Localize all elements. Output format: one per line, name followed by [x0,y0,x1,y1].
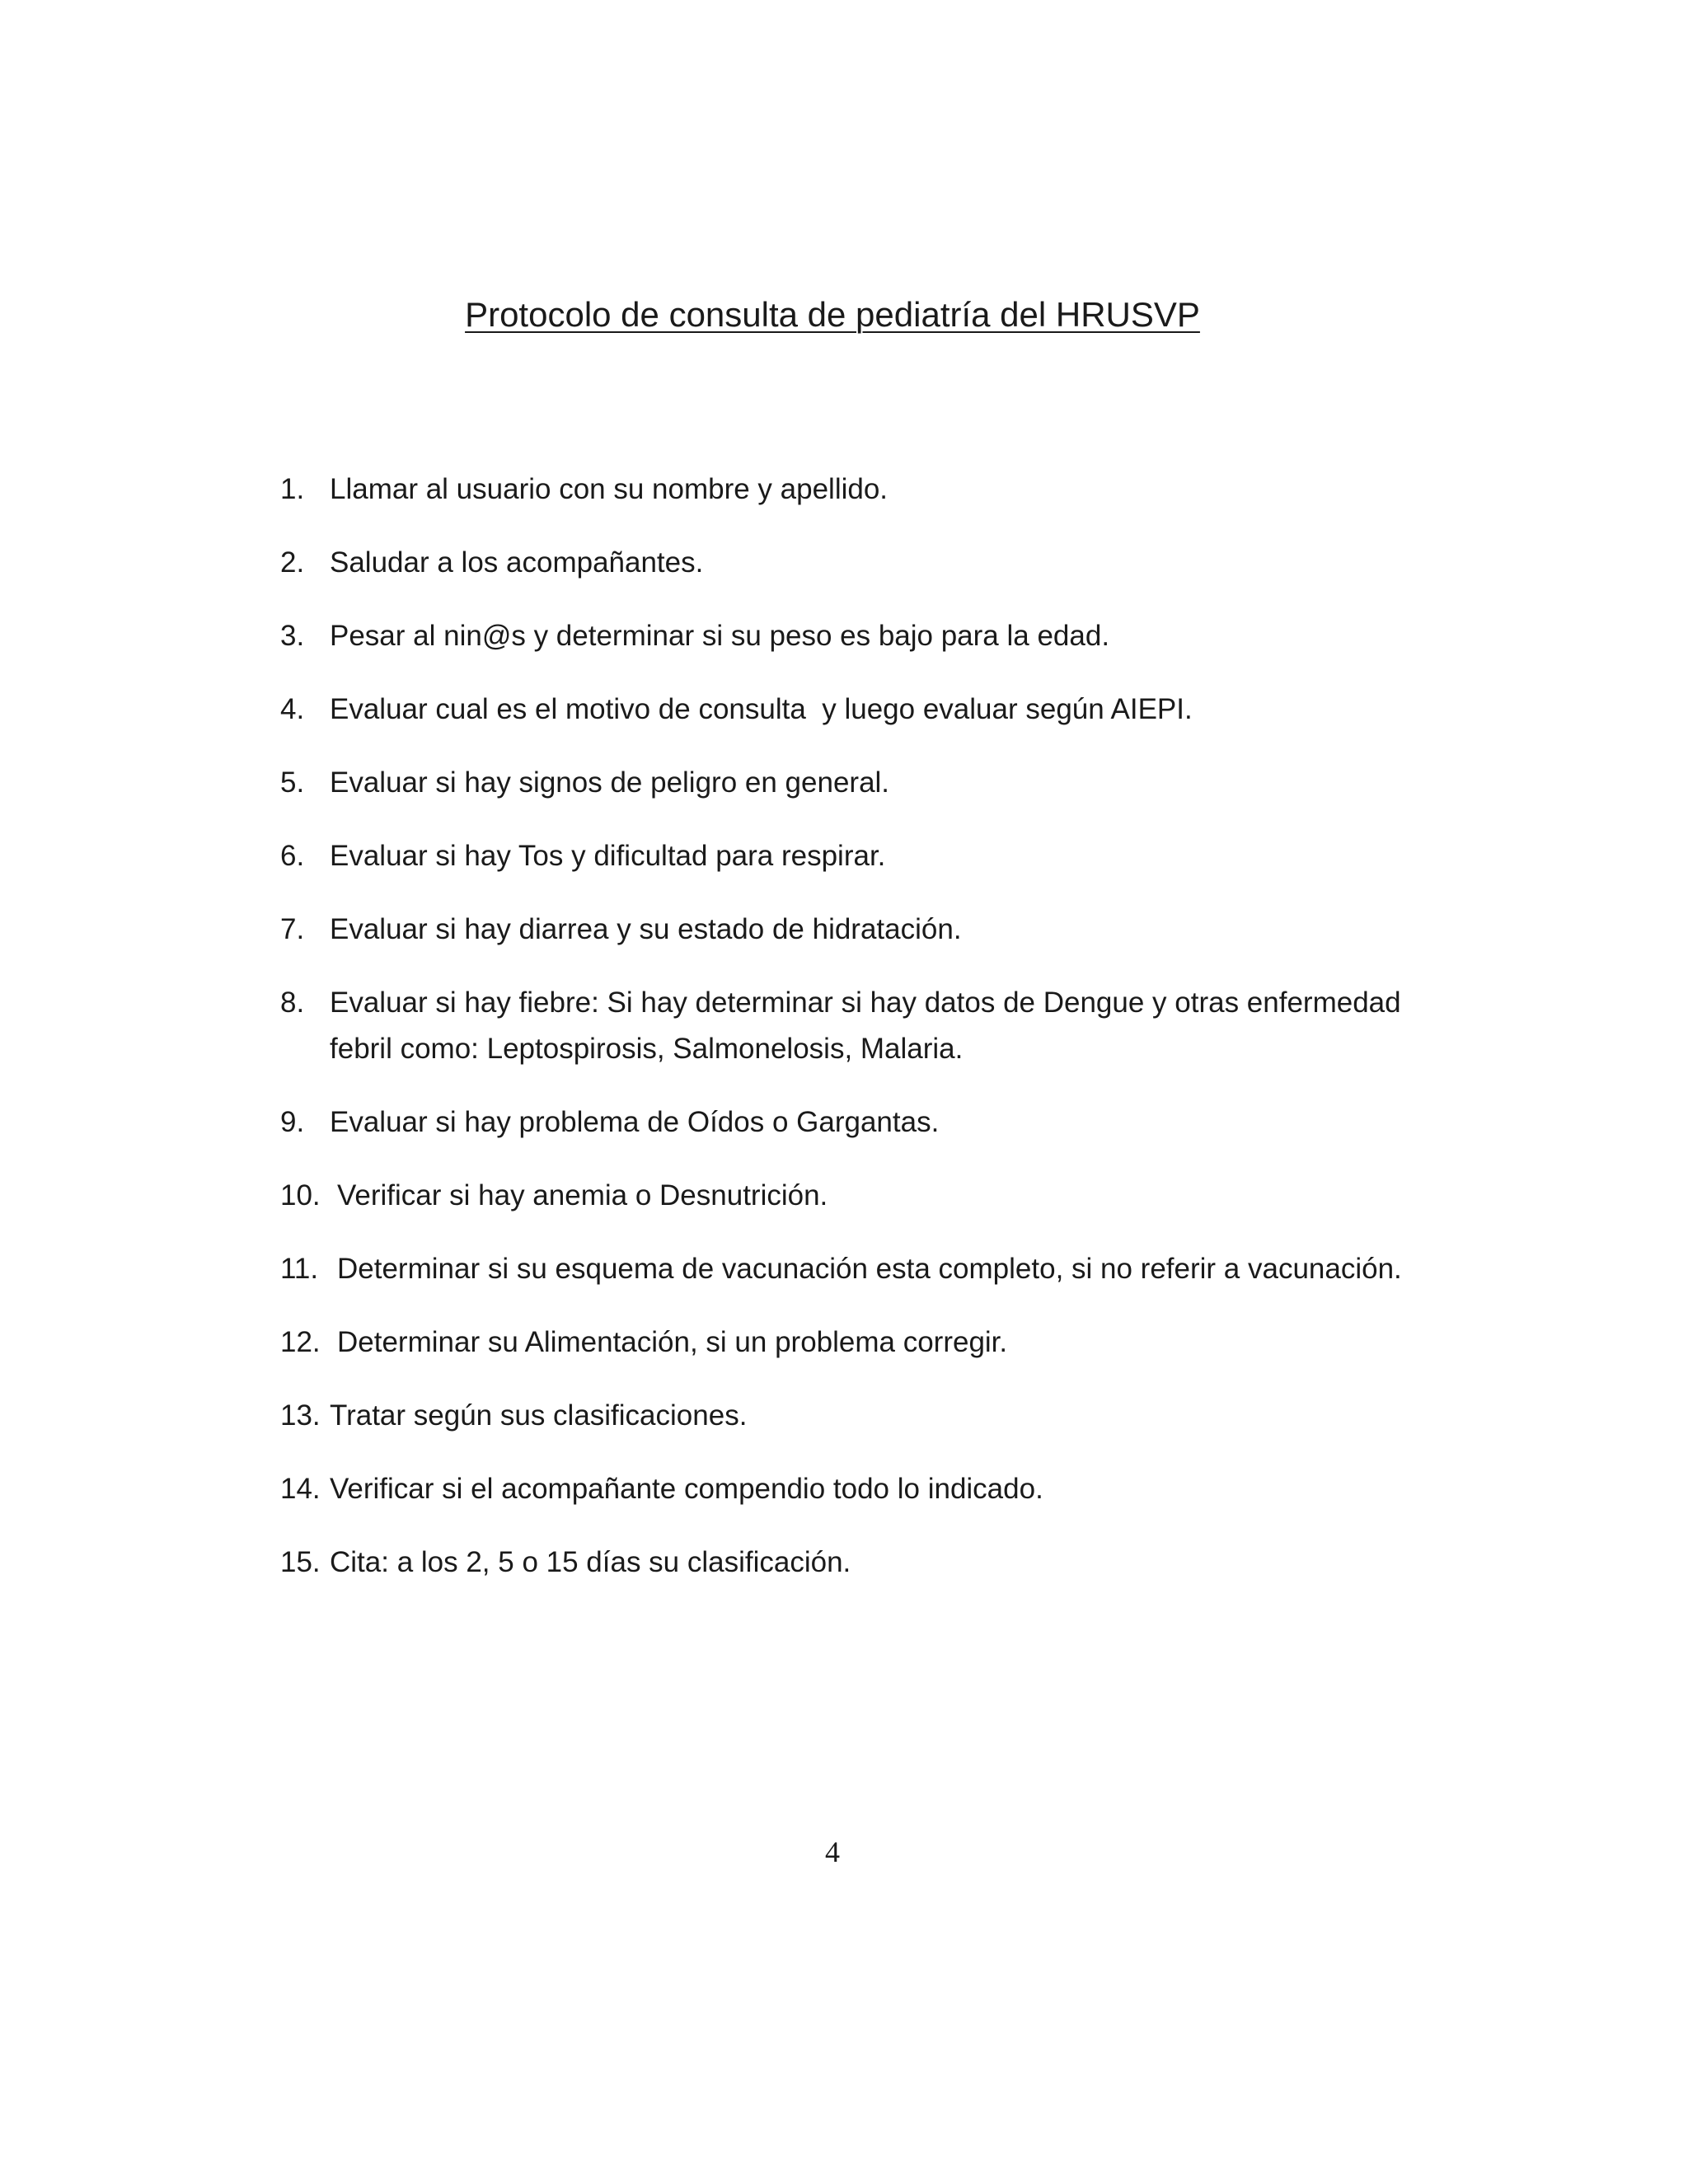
list-item [280,1393,1467,1439]
list-item [280,1540,1467,1586]
list-item-number: 5. [280,766,305,799]
list-item-text: Evaluar si hay Tos y dificultad para respirar. [330,840,886,872]
list-item-number: 14. [280,1473,321,1505]
list-item-text: Determinar su Alimentación, si un problema corregir. [337,1326,1008,1358]
list-item [280,613,1467,659]
list-item [280,1319,1467,1366]
list-item-number: 11. [280,1253,319,1285]
list-item [280,1466,1467,1512]
list-item-text [330,1246,1467,1292]
list-item-number: 8. [280,987,305,1019]
list-item-number: 3. [280,620,305,652]
list-item-number: 15. [280,1546,321,1578]
list-item [280,1246,1467,1292]
list-item [280,1099,1467,1146]
protocol-steps-list [280,466,1467,1613]
list-item-text: Verificar si hay anemia o Desnutrición. [337,1179,828,1212]
page-title [0,290,1665,340]
list-item-number: 2. [280,546,305,579]
list-item-text: Pesar al nin@s y determinar si su peso es bajo para la edad. [330,620,1110,652]
list-item-number: 13. [280,1399,321,1432]
list-item-text: Tratar según sus clasificaciones. [330,1399,748,1432]
list-item-text: Evaluar si hay signos de peligro en general. [330,766,890,799]
list-item [280,687,1467,733]
list-item-text: Evaluar si hay problema de Oídos o Gargantas. [330,1106,940,1138]
list-item-number: 1. [280,473,305,505]
list-item [280,980,1467,1072]
list-item [280,1173,1467,1219]
list-item-number: 10. [280,1179,321,1212]
list-item [280,907,1467,953]
list-item-number: 7. [280,913,305,945]
list-item-text-content: Determinar si su esquema de vacunación esta completo, si no referir a vacunación. [337,1253,1402,1285]
list-item-text: Cita: a los 2, 5 o 15 días su clasificación. [330,1546,851,1578]
list-item [280,760,1467,806]
list-item [280,833,1467,879]
page-number: 4 [825,1835,840,1868]
list-item [280,540,1467,586]
list-item-number: 9. [280,1106,305,1138]
list-item-number: 4. [280,693,305,725]
page-title-text: Protocolo de consulta de pediatría del HRUSVP [465,295,1200,334]
list-item-number: 6. [280,840,305,872]
list-item-text: Evaluar cual es el motivo de consulta y luego evaluar según AIEPI. [330,693,1193,725]
list-item [280,466,1467,513]
list-item-text: Llamar al usuario con su nombre y apellido. [330,473,889,505]
list-item-number: 12. [280,1326,321,1358]
list-item-text: Verificar si el acompañante compendio todo lo indicado. [330,1473,1043,1505]
list-item-text: Evaluar si hay diarrea y su estado de hidratación. [330,913,962,945]
list-item-text: Evaluar si hay fiebre: Si hay determinar si hay datos de Dengue y otras enfermedad febril como: Leptospirosis, Salmonelosis, Malaria. [330,987,1401,1065]
list-item-text: Saludar a los acompañantes. [330,546,704,579]
